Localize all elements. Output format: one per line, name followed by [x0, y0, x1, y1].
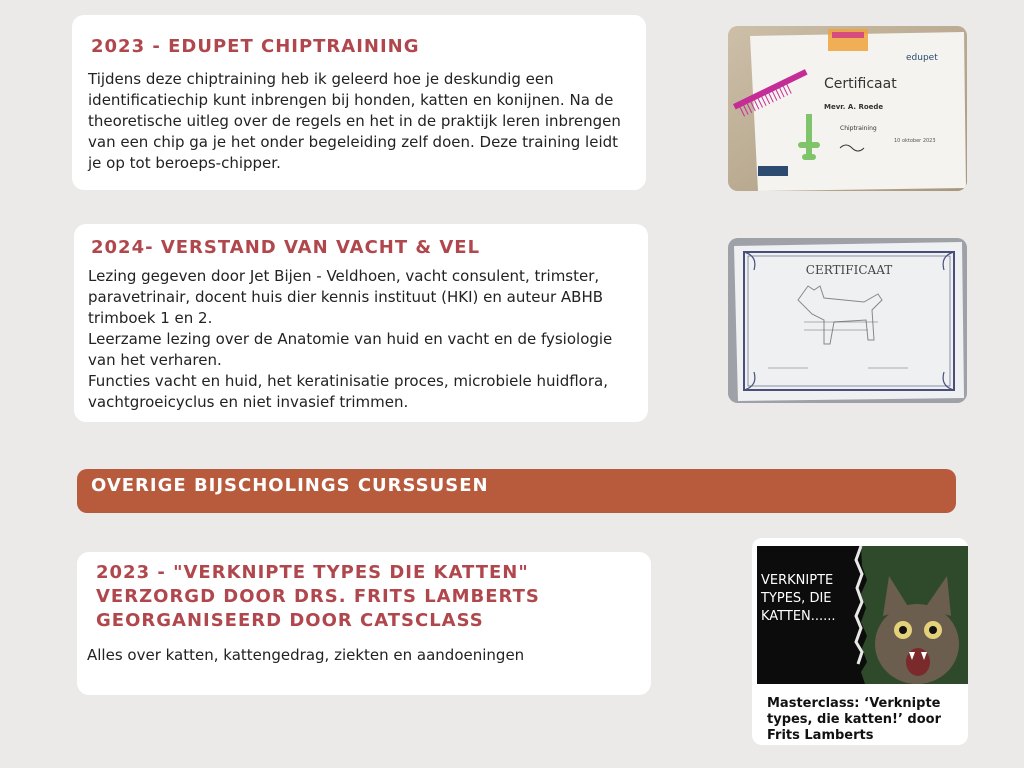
vacht-en-vel-text-3: Functies vacht en huid, het keratinisatie proces, microbiele huidflora, vachtgroeicyclus en niet invasief trimmen.	[88, 372, 608, 411]
vacht-certificate-photo	[728, 238, 967, 403]
chiptraining-card	[72, 15, 646, 190]
certificate1-date: 10 oktober 2023	[894, 138, 936, 144]
certificate1-course: Chiptraining	[840, 125, 877, 132]
overige-bijscholing-banner	[77, 469, 956, 513]
verknipte-types-title-3: GEORGANISEERD DOOR CATSCLASS	[96, 610, 484, 631]
masterclass-caption[interactable]: Masterclass: ‘Verknipte types, die katten!’ door Frits Lamberts	[767, 696, 942, 743]
certificate2-title: CERTIFICAAT	[805, 263, 893, 277]
vacht-en-vel-title: 2024- VERSTAND VAN VACHT & VEL	[91, 237, 481, 258]
certificate1-title: Certificaat	[824, 76, 897, 92]
masterclass-image-text-3: KATTEN......	[761, 609, 836, 624]
edupet-logo-text: edupet	[906, 53, 938, 63]
vacht-en-vel-text-2: Leerzame lezing over de Anatomie van huid en vacht en de fysiologie van het verharen.	[88, 330, 613, 369]
verknipte-types-title-2: VERZORGD DOOR DRS. FRITS LAMBERTS	[96, 586, 540, 607]
verknipte-types-title-1: 2023 - "VERKNIPTE TYPES DIE KATTEN"	[96, 562, 529, 583]
masterclass-image-text-2: TYPES, DIE	[761, 591, 832, 606]
verknipte-types-text: Alles over katten, kattengedrag, ziekten en aandoeningen	[87, 646, 525, 664]
certificate1-name: Mevr. A. Roede	[824, 103, 884, 111]
verknipte-types-card	[77, 552, 651, 695]
masterclass-image	[757, 546, 968, 684]
chiptraining-text: Tijdens deze chiptraining heb ik geleerd hoe je deskundig een identificatiechip kunt inbrengen bij honden, katten en konijnen. Na de theoretische uitleg over de regels en het in de praktijk leren inbrengen van een chip ga je het onder begeleiding zelf doen. Deze training leidt je op tot beroeps-chipper.	[88, 70, 621, 172]
banner-label: OVERIGE BIJSCHOLINGS CURSSUSEN	[91, 475, 489, 496]
vacht-en-vel-text-1: Lezing gegeven door Jet Bijen - Veldhoen, vacht consulent, trimster, paravetrinair, docent huis dier kennis instituut (HKI) en auteur ABHB trimboek 1 en 2.	[88, 267, 604, 327]
masterclass-card[interactable]	[752, 538, 968, 745]
chiptraining-certificate-photo	[728, 26, 967, 191]
masterclass-image-text-1: VERKNIPTE	[761, 573, 834, 588]
chiptraining-title: 2023 - EDUPET CHIPTRAINING	[91, 36, 420, 57]
vacht-en-vel-card	[74, 224, 648, 422]
